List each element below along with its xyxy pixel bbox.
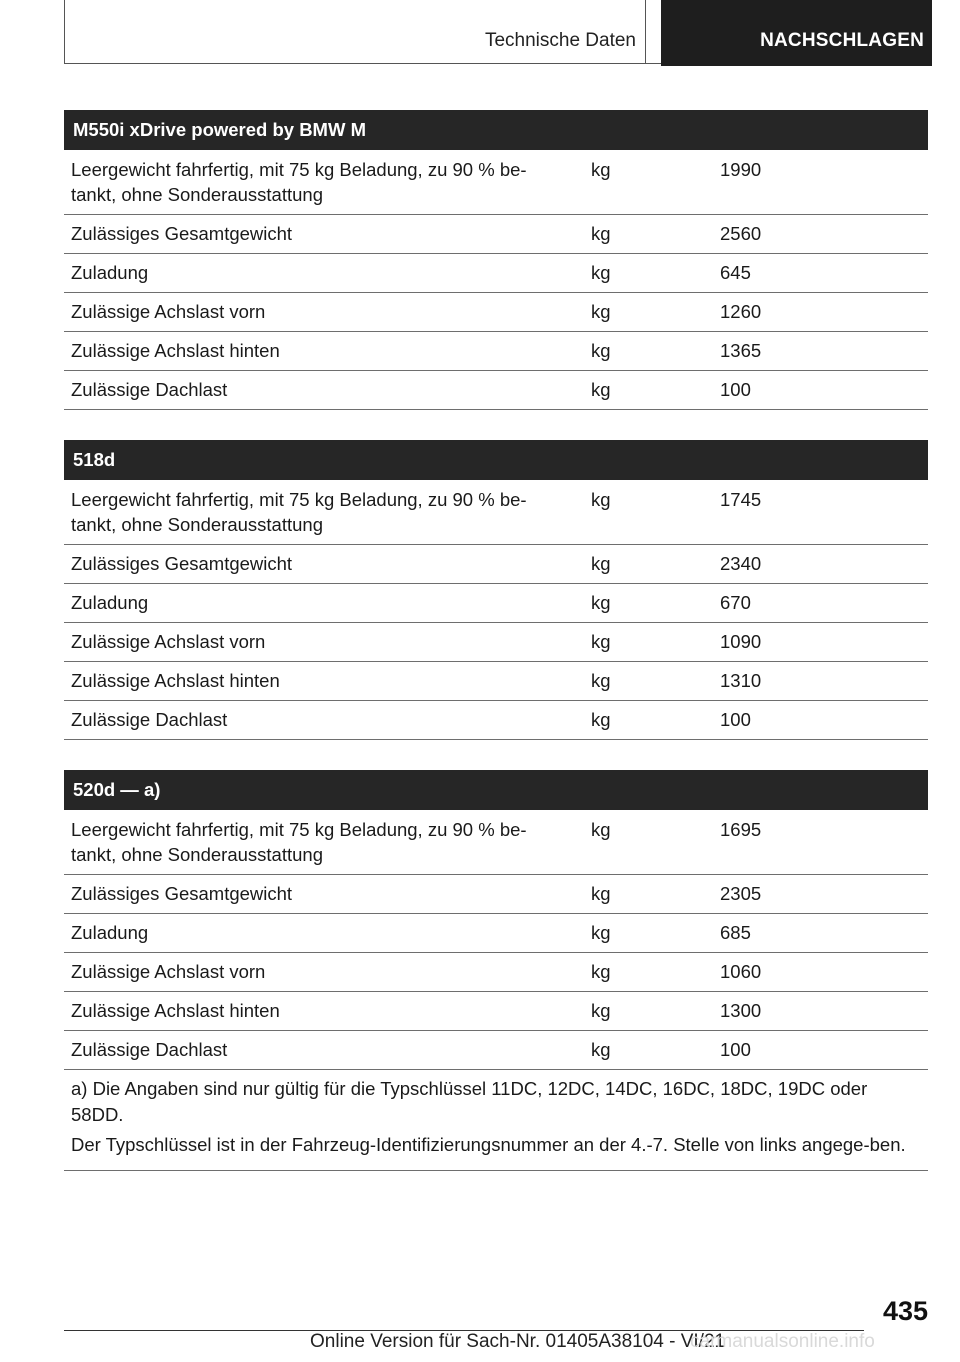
- row-label: Zuladung: [71, 922, 149, 943]
- header-chapter-tab: [661, 0, 932, 66]
- row-label: Zulässiges Gesamtgewicht: [71, 883, 293, 904]
- spec-table-520d: [64, 770, 928, 1070]
- header-section-title: Technische Daten: [484, 30, 636, 51]
- row-value: 1300: [720, 1000, 762, 1021]
- table-row: [64, 480, 928, 545]
- row-label: Zuladung: [71, 592, 149, 613]
- page-number: 435: [882, 1296, 928, 1326]
- page-header: [64, 0, 932, 66]
- table-row: [64, 1031, 928, 1070]
- row-unit: kg: [591, 883, 611, 904]
- table-row: [64, 545, 928, 584]
- row-value: 1090: [720, 631, 762, 652]
- row-value: 1695: [720, 819, 762, 840]
- table-row: [64, 662, 928, 701]
- footnote-a: a) Die Angaben sind nur gültig für die Typschlüssel 11DC, 12DC, 14DC, 16DC, 18DC, 19DC oder 58DD.: [71, 1078, 868, 1125]
- row-value: 100: [720, 709, 751, 730]
- footnotes: [64, 1070, 928, 1171]
- row-value: 1990: [720, 159, 762, 180]
- table-row: [64, 584, 928, 623]
- table-row: [64, 875, 928, 914]
- row-unit: kg: [591, 301, 611, 322]
- row-label: Zuladung: [71, 262, 149, 283]
- row-value: 2305: [720, 883, 762, 904]
- row-value: 1260: [720, 301, 762, 322]
- row-value: 1310: [720, 670, 762, 691]
- row-value: 2560: [720, 223, 762, 244]
- row-label: Zulässige Achslast vorn: [71, 631, 266, 652]
- row-value: 2340: [720, 553, 762, 574]
- row-unit: kg: [591, 631, 611, 652]
- table-row: [64, 623, 928, 662]
- table-row: [64, 293, 928, 332]
- row-value: 100: [720, 379, 751, 400]
- table-title: 518d: [64, 440, 928, 480]
- table-row: [64, 810, 928, 875]
- row-label: Zulässige Dachlast: [71, 379, 228, 400]
- table-row: [64, 254, 928, 293]
- row-value: 645: [720, 262, 751, 283]
- header-chapter-title: NACHSCHLAGEN: [760, 30, 924, 51]
- row-label: Zulässiges Gesamtgewicht: [71, 553, 293, 574]
- row-label: Zulässige Achslast hinten: [71, 670, 280, 691]
- row-unit: kg: [591, 489, 611, 510]
- row-label: Zulässige Dachlast: [71, 1039, 228, 1060]
- table-row: [64, 701, 928, 740]
- row-unit: kg: [591, 340, 611, 361]
- row-label: Zulässige Achslast hinten: [71, 1000, 280, 1021]
- row-value: 100: [720, 1039, 751, 1060]
- row-label: Zulässige Achslast hinten: [71, 340, 280, 361]
- row-label: Zulässige Dachlast: [71, 709, 228, 730]
- row-unit: kg: [591, 1000, 611, 1021]
- spec-table-m550i: [64, 110, 928, 410]
- row-unit: kg: [591, 379, 611, 400]
- table-row: [64, 150, 928, 215]
- table-title: 520d — a): [64, 770, 928, 810]
- row-value: 1060: [720, 961, 762, 982]
- row-value: 1365: [720, 340, 762, 361]
- row-unit: kg: [591, 670, 611, 691]
- footnote-typschluessel: Der Typschlüssel ist in der Fahrzeug-Identifizierungsnummer an der 4.-7. Stelle von links angege-ben.: [71, 1134, 906, 1155]
- row-label: Zulässiges Gesamtgewicht: [71, 223, 293, 244]
- table-row: [64, 914, 928, 953]
- footer-version: Online Version für Sach-Nr. 01405A38104 - VI/21: [310, 1331, 726, 1352]
- row-label: Leergewicht fahrfertig, mit 75 kg Beladung, zu 90 % be-tankt, ohne Sonderausstattung: [71, 159, 527, 205]
- table-row: [64, 371, 928, 410]
- main-content: [64, 110, 928, 1171]
- footer-watermark: carmanualsonline.info: [690, 1331, 875, 1352]
- row-value: 1745: [720, 489, 762, 510]
- row-unit: kg: [591, 922, 611, 943]
- row-unit: kg: [591, 961, 611, 982]
- table-row: [64, 953, 928, 992]
- table-row: [64, 332, 928, 371]
- row-unit: kg: [591, 592, 611, 613]
- row-unit: kg: [591, 159, 611, 180]
- row-value: 670: [720, 592, 751, 613]
- row-unit: kg: [591, 709, 611, 730]
- row-unit: kg: [591, 262, 611, 283]
- row-label: Leergewicht fahrfertig, mit 75 kg Beladung, zu 90 % be-tankt, ohne Sonderausstattung: [71, 819, 527, 865]
- row-unit: kg: [591, 1039, 611, 1060]
- spec-table-518d: [64, 440, 928, 740]
- table-row: [64, 992, 928, 1031]
- row-unit: kg: [591, 819, 611, 840]
- row-unit: kg: [591, 553, 611, 574]
- row-label: Zulässige Achslast vorn: [71, 301, 266, 322]
- table-row: [64, 215, 928, 254]
- row-label: Zulässige Achslast vorn: [71, 961, 266, 982]
- row-label: Leergewicht fahrfertig, mit 75 kg Beladung, zu 90 % be-tankt, ohne Sonderausstattung: [71, 489, 527, 535]
- row-unit: kg: [591, 223, 611, 244]
- table-title: M550i xDrive powered by BMW M: [64, 110, 928, 150]
- row-value: 685: [720, 922, 751, 943]
